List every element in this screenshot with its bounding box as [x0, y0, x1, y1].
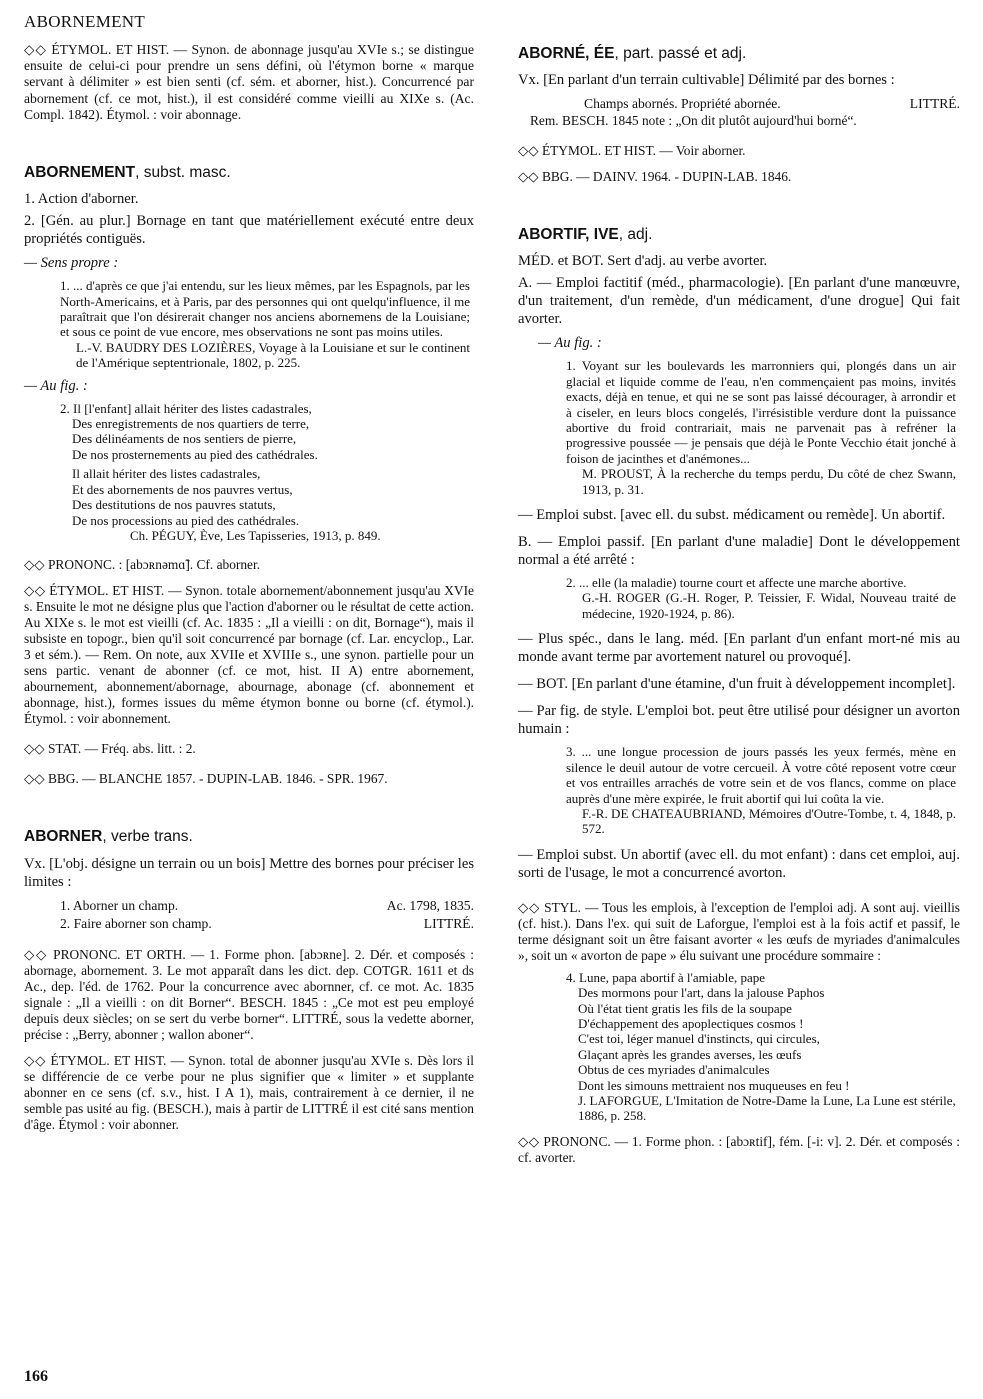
headword-category: , adj. [618, 226, 653, 244]
verse-line: Obtus de ces myriades d'animalcules [578, 1062, 770, 1078]
verse-line: Des enregistrements de nos quartiers de terre, [72, 416, 310, 432]
verse-line: De nos prosternements au pied des cathédrales. [72, 446, 318, 462]
pronunciation-aborner: ◇◇ PRONONC. ET ORTH. — 1. Forme phon. [abɔʀne]. 2. Dér. et composés : abornage, abornement. 3. Le mot apparaît dans les dict. dep. COTGR. 1611 et ds Ac., dep. l'éd. de 1762. Pour la concurrence avec abornner, cf. ce mot. Ac. 1835 signale : „Il a vieilli : on dit Borner“. BESCH. 1845 : „Ce mot est peu employé depuis deux siècles; on se sert du verbe borner“. LITTRÉ, sous la vedette aborner, précise : „Berry, abonner ; wallon aboner“. [24, 946, 474, 1042]
verse-line: De nos processions au pied des cathédrales. [72, 512, 300, 528]
example-1-source: L.-V. BAUDRY DES LOZIÈRES, Voyage à la Louisiane et sur le continent de l'Amérique septentrionale, 1802, p. 225. [76, 339, 470, 371]
example-source: LITTRÉ. [423, 915, 474, 931]
headword-aborner [24, 829, 474, 845]
au-fig-label: — Au fig. : [24, 377, 88, 394]
etymology-aborne: ◇◇ ÉTYMOL. ET HIST. — Voir aborner. [518, 143, 746, 159]
bibliography-abornement: ◇◇ BBG. — BLANCHE 1857. - DUPIN-LAB. 1846. - SPR. 1967. [24, 771, 388, 787]
example-r1-source: M. PROUST, À la recherche du temps perdu, Du côté de chez Swann, 1913, p. 31. [582, 466, 956, 497]
example-source: Ac. 1798, 1835. [386, 897, 474, 913]
verse-line: Et des abornements de nos pauvres vertus, [72, 481, 293, 497]
pronunciation-abortif: ◇◇ PRONONC. — 1. Forme phon. : [abɔʀtif], fém. [-i: v]. 2. Dér. et composés : cf. avorter. [518, 1133, 960, 1165]
example-aborner-1 [24, 897, 474, 915]
verse-line: Dont les simouns mettraient nos muqueuses en feu ! [578, 1077, 850, 1093]
right-column [518, 40, 960, 1166]
headword-category: , verbe trans. [102, 828, 193, 846]
example-2-verse [24, 401, 474, 544]
page-number: 166 [24, 1368, 48, 1385]
verse-line: Il allait hériter des listes cadastrales, [72, 466, 261, 482]
left-column [24, 40, 474, 1133]
au-fig-label: — Au fig. : [538, 335, 602, 352]
example-1: 1. ... d'après ce que j'ai entendu, sur les lieux mêmes, par les Espagnols, par les North-Americains, et à Paris, par des personnes qui ont quelqu'influence, il me paraîtrait que l'on désirerait changer nos anciens abornemens de la Louisiane; et sous ce point de vue encore, mes observations ne sont pas moins utiles. [60, 278, 470, 340]
headword-title: ABORNEMENT [24, 164, 136, 182]
example-text: 1. Aborner un champ. [60, 897, 179, 913]
bot-definition: — BOT. [En parlant d'une étamine, d'un fruit à développement incomplet]. [518, 676, 956, 693]
verse-line: 2. Il [l'enfant] allait hériter des listes cadastrales, [60, 400, 312, 416]
definition-aborner: Vx. [L'obj. désigne un terrain ou un bois] Mettre des bornes pour préciser les limites : [24, 855, 474, 890]
example-source: LITTRÉ. [909, 96, 960, 112]
headword-title: ABORNER [24, 828, 103, 846]
headword-abortif [518, 227, 960, 243]
definition-aborne: Vx. [En parlant d'un terrain cultivable] Délimité par des bornes : [518, 72, 895, 89]
example-r3: 3. ... une longue procession de jours passés les yeux fermés, mène en silence le deuil autour de votre cercueil. À votre côté reposent votre cœur et vos entrailles arrachés de votre sein et de vos flancs, comme on place auprès d'une mère expirée, le fruit abortif qui lui coûta la vie. [566, 744, 956, 806]
remark-aborne: Rem. BESCH. 1845 note : „On dit plutôt aujourd'hui borné“. [530, 113, 857, 129]
stylistics: ◇◇ STYL. — Tous les emplois, à l'exception de l'emploi adj. A sont auj. vieillis (cf. hist.). Dans l'ex. qui suit de Laforgue, l'emploi est à la fois actif et passif, le terme désignant soit un être faisant avorter « les œufs de myriades d'animalcules », soit un « avorton de pape » élu suivant une procédure sommaire : [518, 899, 960, 963]
headword-title: ABORNÉ, ÉE [518, 45, 615, 62]
example-r4-verse [518, 970, 960, 1124]
headword-category: , part. passé et adj. [614, 45, 747, 62]
verse-line: C'est toi, léger manuel d'instincts, qui circules, [578, 1031, 820, 1047]
domain-label: MÉD. et BOT. Sert d'adj. au verbe avorter. [518, 253, 768, 270]
statistics: ◇◇ STAT. — Fréq. abs. litt. : 2. [24, 741, 196, 757]
plus-spec: — Plus spéc., dans le lang. méd. [En parlant d'un enfant mort-né mis au monde avant terme par avortement naturel ou provoqué]. [518, 631, 960, 666]
example-text: 2. Faire aborner son champ. [60, 915, 212, 931]
definition-b: B. — Emploi passif. [En parlant d'une maladie] Dont le développement normal a été arrêté : [518, 534, 960, 569]
example-r2: 2. ... elle (la maladie) tourne court et affecte une marche abortive. [566, 575, 907, 591]
emploi-subst-2: — Emploi subst. Un abortif (avec ell. du mot enfant) : dans cet emploi, auj. sorti de l'usage, le mot a concurrencé avorton. [518, 846, 960, 881]
headword-aborne [518, 46, 960, 62]
headword-title: ABORTIF, IVE [518, 226, 619, 244]
emploi-subst-1: — Emploi subst. [avec ell. du subst. médicament ou remède]. Un abortif. [518, 507, 946, 524]
verse-line: Où l'état tient gratis les fils de la soupape [578, 1000, 792, 1016]
example-2-source: Ch. PÉGUY, Ève, Les Tapisseries, 1913, p. 849. [130, 527, 381, 543]
verse-line: D'échappement des apoplectiques cosmos ! [578, 1015, 804, 1031]
definition-2: 2. [Gén. au plur.] Bornage en tant que matériellement exécuté entre deux propriétés contiguës. [24, 213, 474, 248]
verse-line: Des mormons pour l'art, dans la jalouse Paphos [578, 985, 825, 1001]
running-head: ABORNEMENT [24, 12, 146, 31]
etymology-aborner: ◇◇ ÉTYMOL. ET HIST. — Synon. total de abonner jusqu'au XVIe s. Dès lors il se différencie de ce verbe pour ne plus signifier que « limiter » et supplante abonner en ce sens (cf. s.v., hist. I A 1), mais, contrairement à ce dernier, il ne semble pas usité au fig. (BESCH.), mais à partir de LITTRÉ il est cité sans mention d'âge. Étymol : voir abonner. [24, 1052, 474, 1132]
example-r4-source: J. LAFORGUE, L'Imitation de Notre-Dame la Lune, La Lune est stérile, 1886, p. 258. [578, 1092, 956, 1124]
definition-a: A. — Emploi factitif (méd., pharmacologie). [En parlant d'une manœuvre, d'un traitement, d'un remède, d'un médicament, d'une drogue] Qui fait avorter. [518, 275, 960, 328]
example-aborne [518, 95, 960, 113]
sens-propre-label: — Sens propre : [24, 255, 119, 272]
verse-line: Des destitutions de nos pauvres statuts, [72, 497, 276, 513]
etymology-abornement: ◇◇ ÉTYMOL. ET HIST. — Synon. totale abornement/abonnement jusqu'au XVIe s. Ensuite le mot ne désigne plus que l'action d'aborner ou le résultat de cette action. Au XIXe s. le mot est vieilli (cf. Ac. 1835 : „Il a vieilli : on dit, Bornage“), mais il subsiste en topogr., bien qu'il soit concurrencé par bornage (cf. Lar. encyclop., Lar. 3 et sém.). — Rem. On note, aux XVIIe et XVIIIe s., une synon. partielle pour un sens partic. venant de abonner (cf. ce mot, hist. II A) entre abornement, abournement, abonnement/abornage, abournage, abonage (cf. abonnement et abonnage, hist.), formes issues du même étymon bonne ou borne (cf. étymol.). Étymol. : voir abonnement. [24, 583, 474, 727]
example-r3-source: F.-R. DE CHATEAUBRIAND, Mémoires d'Outre-Tombe, t. 4, 1848, p. 572. [582, 805, 956, 837]
example-r1: 1. Voyant sur les boulevards les marronniers qui, plongés dans un air glacial et liquide comme de l'eau, n'en commençaient pas moins, invités exacts, déjà en tenue, et qui ne se sont pas laissé décourager, à arrondir et à ciseler, en leurs blocs congelés, l'irrésistible verdure dont la puissance abortive du froid contrariait, mais ne parvenait pas à refréner la progressive poussée — je pensais que déjà le Ponte Vecchio était jonché à foison de jacinthes et d'anémones... [566, 358, 956, 466]
headword-category: , subst. masc. [135, 164, 231, 182]
headword-abornement [24, 165, 474, 181]
verse-line: 4. Lune, papa abortif à l'amiable, pape [566, 969, 766, 985]
example-text: Champs abornés. Propriété abornée. [584, 96, 781, 112]
example-aborner-2 [24, 915, 474, 933]
par-fig-style: — Par fig. de style. L'emploi bot. peut être utilisé pour désigner un avorton humain : [518, 703, 960, 738]
bibliography-aborne: ◇◇ BBG. — DAINV. 1964. - DUPIN-LAB. 1846. [518, 169, 792, 185]
etymology-abonnage: ◇◇ ÉTYMOL. ET HIST. — Synon. de abonnage jusqu'au XVIe s.; se distingue ensuite de celui-ci pour prendre un sens défini, où l'étymon borne « marque servant à délimiter » est bien senti (cf. sém. et aborner, hist.). Concurrencé par abornement (cf. ce mot, hist.), il est considéré comme vieilli au XIXe s. (Ac. Compl. 1842). Étymol. : voir abonnage. [24, 42, 474, 122]
definition-1: 1. Action d'aborner. [24, 191, 139, 208]
example-r2-source: G.-H. ROGER (G.-H. Roger, P. Teissier, F. Widal, Nouveau traité de médecine, 1920-1924, p. 86). [582, 590, 956, 621]
verse-line: Des délinéaments de nos sentiers de pierre, [72, 431, 297, 447]
pronunciation-abornement: ◇◇ PRONONC. : [abɔʀnəmɑ̃]. Cf. aborner. [24, 557, 261, 573]
verse-line: Glaçant après les grandes averses, les œufs [578, 1046, 802, 1062]
